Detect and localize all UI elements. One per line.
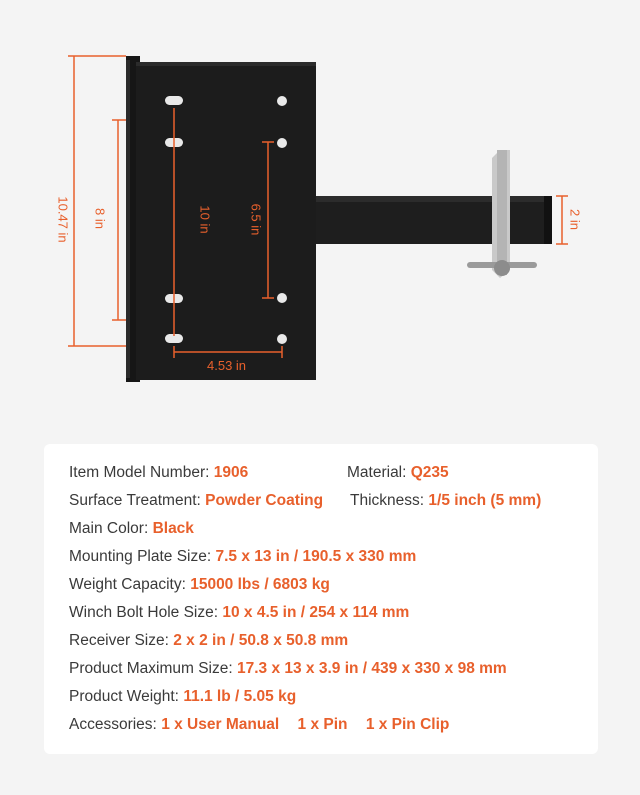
spec-color: Main Color: Black	[69, 520, 194, 537]
spec-model: Item Model Number: 1906	[69, 464, 249, 481]
dim-plate-inner: 10 in	[197, 205, 213, 234]
bolt-hole	[277, 293, 287, 303]
spec-accessories: Accessories: 1 x User Manual 1 x Pin 1 x Pin Clip	[69, 716, 450, 733]
spec-surface: Surface Treatment: Powder Coating	[69, 492, 324, 509]
bolt-hole	[277, 96, 287, 106]
bolt-hole	[277, 138, 287, 148]
spec-plate-size: Mounting Plate Size: 7.5 x 13 in / 190.5 x 330 mm	[69, 548, 417, 565]
mount-slot	[165, 96, 183, 105]
bolt-hole	[277, 334, 287, 344]
dim-hole-width: 4.53 in	[207, 358, 247, 373]
spec-thickness: Thickness: 1/5 inch (5 mm)	[350, 492, 542, 509]
spec-capacity: Weight Capacity: 15000 lbs / 6803 kg	[69, 576, 330, 593]
dim-receiver: 2 in	[567, 209, 583, 230]
receiver-tube	[312, 196, 552, 244]
spec-bolt-hole: Winch Bolt Hole Size: 10 x 4.5 in / 254 x 114 mm	[69, 604, 410, 621]
mounting-plate	[136, 62, 316, 380]
dim-slot-span: 8 in	[92, 208, 108, 229]
dim-hole-span: 6.5 in	[248, 203, 264, 236]
spec-receiver: Receiver Size: 2 x 2 in / 50.8 x 50.8 mm	[69, 632, 349, 649]
spec-card	[44, 444, 598, 754]
spec-weight: Product Weight: 11.1 lb / 5.05 kg	[69, 688, 297, 705]
dim-overall-height: 10.47 in	[55, 196, 71, 243]
spec-max-size: Product Maximum Size: 17.3 x 13 x 3.9 in / 439 x 330 x 98 mm	[69, 660, 507, 677]
spec-material: Material: Q235	[347, 464, 449, 481]
